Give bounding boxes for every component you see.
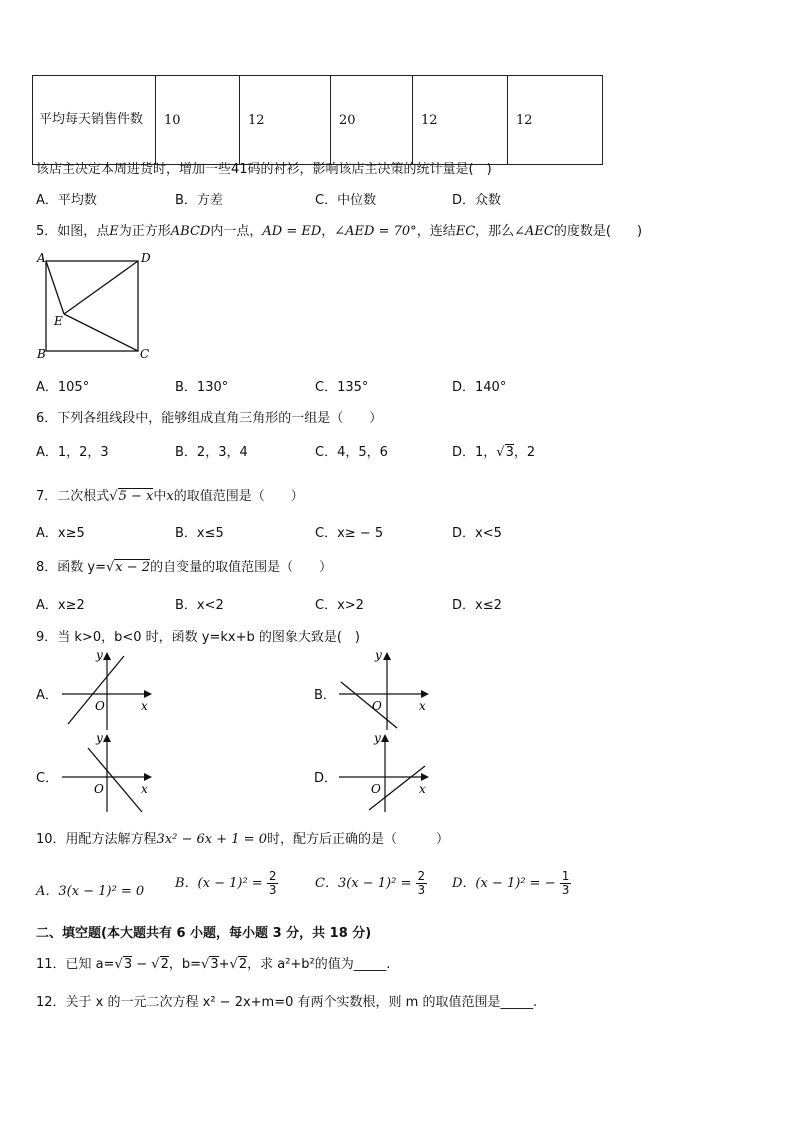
table-row [33,76,603,165]
fraction: $\frac{2}{3}$ [268,869,277,897]
svg-text:O: O [95,699,105,713]
q11-stem: 11．已知 a=√3 − √2，b=√3+√2，求 a²+b²的值为_____. [36,957,391,972]
q6-option-b[interactable]: B．2，3，4 [175,445,248,460]
table-cell: 10 [156,76,240,165]
segment-ec [64,314,138,351]
q8-option-b[interactable]: B．x<2 [175,598,224,613]
square-abcd [46,261,138,351]
function-line [341,682,397,728]
table-cell: 12 [240,76,331,165]
svg-text:x: x [419,782,426,796]
q10-stem: 10．用配方法解方程3x² − 6x + 1 = 0时，配方后正确的是（ ） [36,832,449,847]
svg-text:y: y [96,648,103,662]
section-title: 二、填空题(本大题共有 6 小题，每小题 3 分，共 18 分) [36,926,372,941]
svg-text:y: y [374,731,381,745]
svg-text:x: x [419,699,426,713]
q10-option-d[interactable]: D．(x − 1)² = − $\frac{1}{3}$ [452,869,570,897]
y-arrow-icon [383,652,391,660]
graph-d [335,730,435,814]
q6-option-d[interactable]: D．1，√3，2 [452,445,536,460]
label-e: E [54,314,63,328]
q9-option-a[interactable]: A． [36,688,58,703]
table-cell: 12 [508,76,603,165]
q4-option-b[interactable]: B．方差 [175,193,223,208]
q9-option-c[interactable]: C． [36,771,59,786]
table-header-cell: 平均每天销售件数 [33,76,156,165]
q4-option-c[interactable]: C．中位数 [315,193,377,208]
q9-option-b[interactable]: B． [314,688,336,703]
q5-option-b[interactable]: B．130° [175,380,229,395]
q8-option-a[interactable]: A．x≥2 [36,598,85,613]
q4-option-a[interactable]: A．平均数 [36,193,97,208]
y-arrow-icon [381,734,389,742]
q7-stem: 7．二次根式√5 − x中x的取值范围是（ ） [36,489,304,504]
label-a: A [37,251,46,265]
x-arrow-icon [144,773,152,781]
q10-option-b[interactable]: B．(x − 1)² = $\frac{2}{3}$ [175,869,277,897]
q7-option-d[interactable]: D．x<5 [452,526,502,541]
segment-ae [46,261,64,314]
graph-c [58,730,158,814]
square-figure [34,250,154,362]
fraction: $\frac{1}{3}$ [561,869,570,897]
table-cell: 20 [331,76,413,165]
q7-option-c[interactable]: C．x≥ − 5 [315,526,384,541]
svg-text:O: O [94,782,104,796]
q5-option-c[interactable]: C．135° [315,380,369,395]
q5-option-a[interactable]: A．105° [36,380,90,395]
q7-option-a[interactable]: A．x≥5 [36,526,85,541]
svg-text:y: y [375,648,382,662]
q10-option-c[interactable]: C．3(x − 1)² = $\frac{2}{3}$ [315,869,426,897]
function-line [88,748,142,812]
y-arrow-icon [103,734,111,742]
table-cell: 12 [413,76,508,165]
q5-stem: 5．如图，点E为正方形ABCD内一点，AD = ED，∠AED = 70°，连结EC，那么∠AEC的度数是( ) [36,224,643,239]
function-line [68,656,124,724]
segment-ed [64,261,138,314]
svg-text:x: x [141,699,148,713]
q4-option-d[interactable]: D．众数 [452,193,502,208]
label-b: B [37,347,46,361]
sales-table [32,75,603,165]
svg-text:x: x [141,782,148,796]
x-arrow-icon [421,773,429,781]
q6-option-c[interactable]: C．4，5，6 [315,445,388,460]
y-arrow-icon [103,652,111,660]
q4-stem: 该店主决定本周进货时，增加一些41码的衬衫，影响该店主决策的统计量是( ) [36,162,492,177]
x-arrow-icon [421,690,429,698]
q8-option-c[interactable]: C．x>2 [315,598,364,613]
svg-text:O: O [371,782,381,796]
graph-a [58,648,158,732]
q5-option-d[interactable]: D．140° [452,380,507,395]
q9-option-d[interactable]: D． [314,771,338,786]
fraction: $\frac{2}{3}$ [417,869,426,897]
q10-option-a[interactable]: A．3(x − 1)² = 0 [36,884,145,899]
svg-text:y: y [96,731,103,745]
q6-stem: 6．下列各组线段中，能够组成直角三角形的一组是（ ） [36,411,383,426]
q8-stem: 8．函数 y=√x − 2的自变量的取值范围是（ ） [36,560,333,575]
q12-stem: 12．关于 x 的一元二次方程 x² − 2x+m=0 有两个实数根，则 m 的取值范围是_____. [36,995,538,1010]
q9-stem: 9．当 k>0，b<0 时，函数 y=kx+b 的图象大致是( ) [36,630,361,645]
q7-option-b[interactable]: B．x≤5 [175,526,224,541]
q8-option-d[interactable]: D．x≤2 [452,598,502,613]
graph-b [335,648,435,732]
q6-option-a[interactable]: A．1，2，3 [36,445,109,460]
x-arrow-icon [144,690,152,698]
label-d: D [141,251,151,265]
svg-text:O: O [372,699,382,713]
label-c: C [140,347,150,361]
